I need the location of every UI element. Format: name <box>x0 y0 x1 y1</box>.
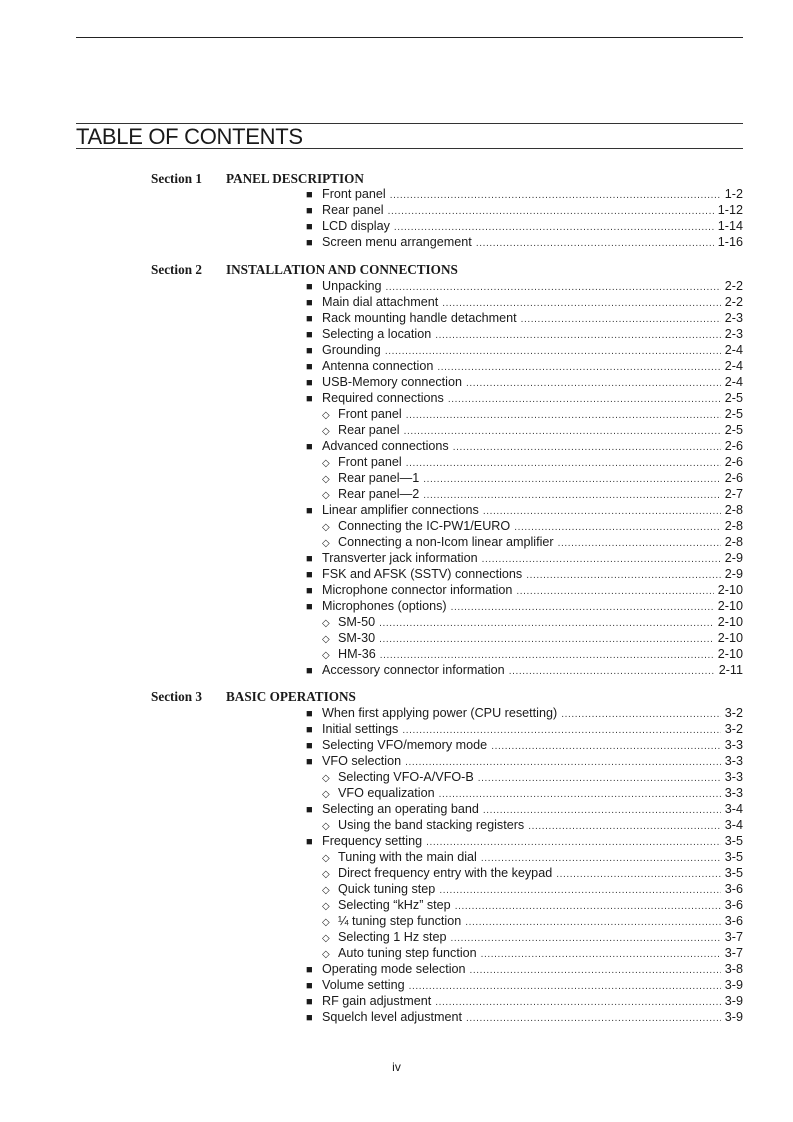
toc-entry[interactable] <box>306 310 743 326</box>
toc-entry-page: 2-3 <box>724 311 743 325</box>
toc-entry-label: Selecting an operating band <box>322 802 479 816</box>
toc-entry-page: 3-6 <box>724 914 743 928</box>
diamond-bullet-icon: ◇ <box>322 410 330 421</box>
toc-entry-page: 3-7 <box>724 946 743 960</box>
toc-entry-label: Transverter jack information <box>322 551 478 565</box>
toc-entry-page: 3-5 <box>724 834 743 848</box>
toc-entry-label: Selecting VFO-A/VFO-B <box>338 770 474 784</box>
header-rule <box>76 37 743 38</box>
diamond-bullet-icon: ◇ <box>322 789 330 800</box>
toc-entry-label: Rear panel <box>338 423 400 437</box>
toc-entry-page: 1-16 <box>717 235 743 249</box>
toc-entry-page: 2-5 <box>724 423 743 437</box>
toc-entry-page: 2-9 <box>724 567 743 581</box>
toc-entry-page: 3-6 <box>724 898 743 912</box>
square-bullet-icon: ■ <box>306 980 313 992</box>
toc-entry-page: 3-8 <box>724 962 743 976</box>
toc-entry[interactable] <box>306 753 743 769</box>
section-title: INSTALLATION AND CONNECTIONS <box>226 262 458 277</box>
toc-entry[interactable] <box>306 566 743 582</box>
square-bullet-icon: ■ <box>306 393 313 405</box>
toc-entry-label: Selecting a location <box>322 327 432 341</box>
section-number: Section 3 <box>151 689 202 704</box>
toc-entry[interactable] <box>306 234 743 250</box>
page-title <box>76 123 743 149</box>
toc-entry-label: FSK and AFSK (SSTV) connections <box>322 567 523 581</box>
dot-leader <box>509 664 715 680</box>
diamond-bullet-icon: ◇ <box>322 490 330 501</box>
diamond-bullet-icon: ◇ <box>322 650 330 661</box>
toc-entry-page: 2-8 <box>724 503 743 517</box>
diamond-bullet-icon: ◇ <box>322 618 330 629</box>
diamond-bullet-icon: ◇ <box>322 474 330 485</box>
toc-entry-page: 2-6 <box>724 455 743 469</box>
diamond-bullet-icon: ◇ <box>322 901 330 912</box>
toc-entry[interactable] <box>306 278 743 294</box>
toc-entry-label: Main dial attachment <box>322 295 439 309</box>
toc-entry-page: 3-9 <box>724 1010 743 1024</box>
toc-entry-label: Rear panel <box>322 203 384 217</box>
toc-subentry[interactable] <box>306 406 743 422</box>
square-bullet-icon: ■ <box>306 329 313 341</box>
diamond-bullet-icon: ◇ <box>322 933 330 944</box>
toc-entry-page: 2-10 <box>717 631 743 645</box>
toc-subentry[interactable] <box>306 897 743 913</box>
square-bullet-icon: ■ <box>306 505 313 517</box>
toc-entry-page: 2-10 <box>717 599 743 613</box>
square-bullet-icon: ■ <box>306 441 313 453</box>
toc-entry[interactable] <box>306 326 743 342</box>
toc-entry[interactable] <box>306 202 743 218</box>
section-number: Section 1 <box>151 171 202 186</box>
toc-entry-label: Tuning with the main dial <box>338 850 477 864</box>
toc-entry-label: Selecting “kHz” step <box>338 898 451 912</box>
toc-entry-page: 1-12 <box>717 203 743 217</box>
toc-entry-label: Squelch level adjustment <box>322 1010 463 1024</box>
diamond-bullet-icon: ◇ <box>322 522 330 533</box>
toc-entry-label: SM-30 <box>338 631 376 645</box>
square-bullet-icon: ■ <box>306 601 313 613</box>
toc-entry[interactable] <box>306 705 743 721</box>
section-title: BASIC OPERATIONS <box>226 689 356 704</box>
toc-entry-page: 3-9 <box>724 978 743 992</box>
toc-entry[interactable] <box>306 218 743 234</box>
toc-entry-page: 3-5 <box>724 866 743 880</box>
toc-entry-page: 2-8 <box>724 519 743 533</box>
toc-entry[interactable] <box>306 662 743 678</box>
toc-entry-page: 2-6 <box>724 439 743 453</box>
toc-entry-label: Selecting 1 Hz step <box>338 930 447 944</box>
square-bullet-icon: ■ <box>306 377 313 389</box>
square-bullet-icon: ■ <box>306 665 313 677</box>
toc-entry[interactable] <box>306 186 743 202</box>
square-bullet-icon: ■ <box>306 964 313 976</box>
toc-entry-label: Grounding <box>322 343 381 357</box>
square-bullet-icon: ■ <box>306 836 313 848</box>
toc-entry[interactable] <box>306 977 743 993</box>
toc-entry-label: Auto tuning step function <box>338 946 477 960</box>
toc-entry-label: Rear panel—2 <box>338 487 420 501</box>
toc-subentry[interactable] <box>306 865 743 881</box>
toc-entry-page: 3-3 <box>724 786 743 800</box>
toc-entry[interactable] <box>306 833 743 849</box>
toc-entry-label: ¼ tuning step function <box>338 914 462 928</box>
toc-subentry[interactable] <box>306 646 743 662</box>
toc-entry-label: Front panel <box>322 187 386 201</box>
toc-entry-page: 2-9 <box>724 551 743 565</box>
toc-entry[interactable] <box>306 598 743 614</box>
square-bullet-icon: ■ <box>306 205 313 217</box>
toc-subentry[interactable] <box>306 614 743 630</box>
toc-subentry[interactable] <box>306 881 743 897</box>
toc-entry-label: Initial settings <box>322 722 399 736</box>
diamond-bullet-icon: ◇ <box>322 885 330 896</box>
section-1-entries <box>306 186 743 250</box>
toc-entry-label: SM-50 <box>338 615 376 629</box>
toc-entry[interactable] <box>306 721 743 737</box>
square-bullet-icon: ■ <box>306 281 313 293</box>
toc-entry-label: Selecting VFO/memory mode <box>322 738 488 752</box>
square-bullet-icon: ■ <box>306 221 313 233</box>
toc-subentry[interactable] <box>306 422 743 438</box>
toc-entry-label: Connecting the IC-PW1/EURO <box>338 519 511 533</box>
toc-entry-page: 3-9 <box>724 994 743 1008</box>
toc-entry-label: Using the band stacking registers <box>338 818 525 832</box>
toc-entry-label: Front panel <box>338 455 402 469</box>
square-bullet-icon: ■ <box>306 569 313 581</box>
square-bullet-icon: ■ <box>306 996 313 1008</box>
toc-entry-page: 2-10 <box>717 583 743 597</box>
toc-entry-label: LCD display <box>322 219 390 233</box>
toc-subentry[interactable] <box>306 817 743 833</box>
toc-entry-page: 2-2 <box>724 295 743 309</box>
toc-entry[interactable] <box>306 358 743 374</box>
square-bullet-icon: ■ <box>306 313 313 325</box>
toc-entry-label: Direct frequency entry with the keypad <box>338 866 553 880</box>
toc-entry[interactable] <box>306 374 743 390</box>
page-title-text: TABLE OF CONTENTS <box>76 124 303 149</box>
dot-leader <box>466 1011 721 1027</box>
toc-entry-label: Rack mounting handle detachment <box>322 311 517 325</box>
toc-entry[interactable] <box>306 1009 743 1025</box>
square-bullet-icon: ■ <box>306 756 313 768</box>
toc-entry[interactable] <box>306 582 743 598</box>
toc-subentry[interactable] <box>306 785 743 801</box>
toc-entry-label: Advanced connections <box>322 439 449 453</box>
square-bullet-icon: ■ <box>306 189 313 201</box>
toc-entry-page: 3-5 <box>724 850 743 864</box>
toc-subentry[interactable] <box>306 929 743 945</box>
square-bullet-icon: ■ <box>306 740 313 752</box>
toc-entry-page: 2-6 <box>724 471 743 485</box>
diamond-bullet-icon: ◇ <box>322 853 330 864</box>
toc-entry[interactable] <box>306 737 743 753</box>
toc-subentry[interactable] <box>306 630 743 646</box>
toc-entry-page: 3-6 <box>724 882 743 896</box>
toc-entry[interactable] <box>306 961 743 977</box>
diamond-bullet-icon: ◇ <box>322 917 330 928</box>
toc-subentry[interactable] <box>306 486 743 502</box>
diamond-bullet-icon: ◇ <box>322 458 330 469</box>
diamond-bullet-icon: ◇ <box>322 634 330 645</box>
square-bullet-icon: ■ <box>306 297 313 309</box>
toc-entry[interactable] <box>306 390 743 406</box>
toc-entry-label: Microphones (options) <box>322 599 447 613</box>
toc-entry[interactable] <box>306 993 743 1009</box>
toc-entry-page: 2-5 <box>724 391 743 405</box>
toc-entry-label: Screen menu arrangement <box>322 235 472 249</box>
toc-entry-page: 3-3 <box>724 754 743 768</box>
toc-entry-label: Required connections <box>322 391 444 405</box>
toc-subentry[interactable] <box>306 945 743 961</box>
section-title: PANEL DESCRIPTION <box>226 171 364 186</box>
toc-entry-label: Accessory connector information <box>322 663 505 677</box>
toc-entry-page: 3-4 <box>724 802 743 816</box>
toc-entry-page: 2-10 <box>717 647 743 661</box>
toc-subentry[interactable] <box>306 454 743 470</box>
toc-entry-label: RF gain adjustment <box>322 994 432 1008</box>
square-bullet-icon: ■ <box>306 345 313 357</box>
toc-entry-page: 2-4 <box>724 375 743 389</box>
toc-entry-label: HM-36 <box>338 647 376 661</box>
toc-entry-page: 2-4 <box>724 343 743 357</box>
toc-entry-page: 3-3 <box>724 770 743 784</box>
diamond-bullet-icon: ◇ <box>322 773 330 784</box>
toc-entry-page: 1-14 <box>717 219 743 233</box>
toc-entry-label: Quick tuning step <box>338 882 436 896</box>
toc-subentry[interactable] <box>306 849 743 865</box>
diamond-bullet-icon: ◇ <box>322 869 330 880</box>
toc-entry-label: Operating mode selection <box>322 962 466 976</box>
toc-entry-page: 2-2 <box>724 279 743 293</box>
section-3-entries <box>306 705 743 1025</box>
toc-entry-label: Connecting a non-Icom linear amplifier <box>338 535 554 549</box>
diamond-bullet-icon: ◇ <box>322 821 330 832</box>
square-bullet-icon: ■ <box>306 804 313 816</box>
square-bullet-icon: ■ <box>306 724 313 736</box>
section-number: Section 2 <box>151 262 202 277</box>
toc-entry-label: Unpacking <box>322 279 382 293</box>
toc-entry-page: 2-7 <box>724 487 743 501</box>
diamond-bullet-icon: ◇ <box>322 538 330 549</box>
toc-entry-page: 3-2 <box>724 706 743 720</box>
toc-subentry[interactable] <box>306 769 743 785</box>
toc-entry-page: 1-2 <box>724 187 743 201</box>
toc-entry-label: Frequency setting <box>322 834 423 848</box>
toc-entry-label: Volume setting <box>322 978 405 992</box>
toc-entry[interactable] <box>306 550 743 566</box>
square-bullet-icon: ■ <box>306 708 313 720</box>
dot-leader <box>476 236 714 252</box>
page-number: iv <box>392 1060 401 1074</box>
toc-subentry[interactable] <box>306 913 743 929</box>
toc-entry-page: 2-11 <box>718 663 743 677</box>
toc-entry-page: 2-5 <box>724 407 743 421</box>
toc-entry-label: Microphone connector information <box>322 583 513 597</box>
toc-entry-label: Antenna connection <box>322 359 434 373</box>
toc-entry-label: VFO selection <box>322 754 402 768</box>
toc-entry-label: USB-Memory connection <box>322 375 462 389</box>
toc-entry-page: 3-2 <box>724 722 743 736</box>
toc-entry[interactable] <box>306 438 743 454</box>
toc-entry-page: 3-3 <box>724 738 743 752</box>
toc-entry-page: 2-8 <box>724 535 743 549</box>
toc-subentry[interactable] <box>306 470 743 486</box>
diamond-bullet-icon: ◇ <box>322 949 330 960</box>
toc-entry-page: 2-4 <box>724 359 743 373</box>
square-bullet-icon: ■ <box>306 553 313 565</box>
toc-entry[interactable] <box>306 801 743 817</box>
toc-subentry[interactable] <box>306 518 743 534</box>
toc-entry-label: Linear amplifier connections <box>322 503 479 517</box>
toc-entry-label: VFO equalization <box>338 786 435 800</box>
toc-subentry[interactable] <box>306 534 743 550</box>
section-2-entries <box>306 278 743 678</box>
square-bullet-icon: ■ <box>306 361 313 373</box>
toc-entry-page: 3-7 <box>724 930 743 944</box>
toc-entry-label: Rear panel—1 <box>338 471 420 485</box>
toc-entry[interactable] <box>306 502 743 518</box>
toc-entry[interactable] <box>306 294 743 310</box>
toc-entry-label: When first applying power (CPU resetting) <box>322 706 558 720</box>
toc-entry[interactable] <box>306 342 743 358</box>
diamond-bullet-icon: ◇ <box>322 426 330 437</box>
toc-entry-page: 2-10 <box>717 615 743 629</box>
toc-entry-page: 2-3 <box>724 327 743 341</box>
square-bullet-icon: ■ <box>306 585 313 597</box>
square-bullet-icon: ■ <box>306 237 313 249</box>
toc-entry-page: 3-4 <box>724 818 743 832</box>
square-bullet-icon: ■ <box>306 1012 313 1024</box>
toc-entry-label: Front panel <box>338 407 402 421</box>
